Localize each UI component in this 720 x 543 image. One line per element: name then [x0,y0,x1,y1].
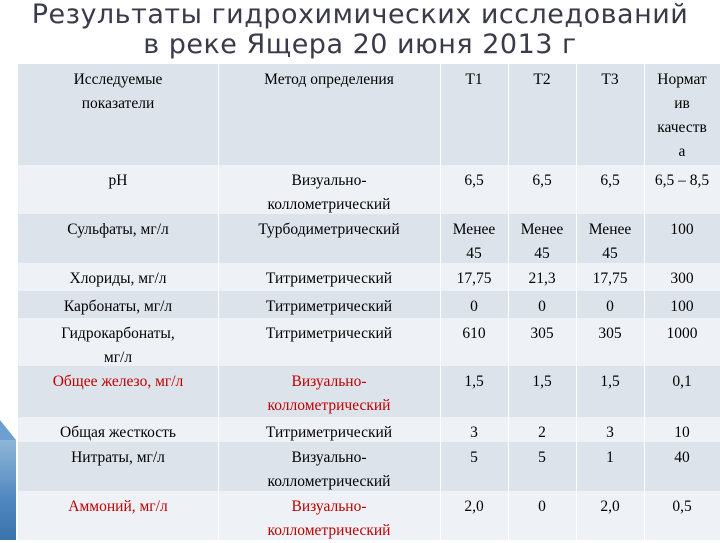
cell-text-param: Сульфаты, мг/л [67,221,169,238]
cell-norm [644,263,720,291]
cell-text-method: коллометрический [267,196,391,213]
cell-t1 [440,214,508,263]
cell-text-t1: 1,5 [464,373,484,390]
cell-text-t2: Менее [520,221,564,238]
cell-t2 [508,214,576,263]
cell-text-method: Визуально- [291,172,367,189]
header-cell-t3 [576,64,644,165]
cell-text-t2: 305 [530,325,554,342]
cell-text-method: Титриметрический [265,325,393,342]
header-text-t2: Т2 [533,71,551,88]
cell-method [218,442,440,491]
cell-text-norm: 0,1 [672,373,692,390]
table-row [18,491,720,540]
cell-text-t1: 3 [470,424,478,441]
cell-method [218,291,440,318]
cell-text-t1: 17,75 [456,270,492,287]
cell-text-t2: 5 [538,449,546,466]
cell-t3 [576,165,644,214]
cell-method [218,214,440,263]
cell-text-t1: 5 [470,449,478,466]
slide-title-line-2: в реке Ящера 20 июня 2013 г [143,29,577,60]
decorative-side-bar [0,440,16,540]
cell-text-param: Нитраты, мг/л [71,449,165,466]
cell-text-method: Визуально- [291,449,367,466]
table-row [18,417,720,442]
cell-text-param: pH [108,172,128,189]
cell-norm [644,491,720,540]
cell-t2 [508,318,576,366]
cell-text-norm: 100 [670,298,694,315]
cell-text-t1: 610 [462,325,486,342]
cell-text-param: Общая жесткость [60,424,176,441]
cell-t3 [576,291,644,318]
slide-title-line-1: Результаты гидрохимических исследований [31,0,689,30]
cell-t1 [440,417,508,442]
cell-text-t1: 0 [470,298,478,315]
cell-t3 [576,366,644,417]
column-divider [218,64,219,540]
cell-text-t3: 1,5 [600,373,620,390]
column-divider [440,64,441,540]
cell-t3 [576,491,644,540]
cell-text-method: коллометрический [267,397,391,414]
cell-text-method: коллометрический [267,522,391,539]
cell-norm [644,318,720,366]
cell-text-param: мг/л [103,349,133,366]
cell-norm [644,165,720,214]
cell-text-t2: 21,3 [528,270,556,287]
cell-t1 [440,442,508,491]
cell-t1 [440,165,508,214]
cell-method [218,491,440,540]
cell-text-t3: 45 [602,245,618,262]
column-divider [508,64,509,540]
cell-text-t2: 45 [534,245,550,262]
cell-param [18,491,218,540]
cell-text-method: Титриметрический [265,270,393,287]
cell-param [18,442,218,491]
cell-text-t1: 6,5 [464,172,484,189]
cell-param [18,165,218,214]
cell-text-norm: 10 [674,424,690,441]
cell-norm [644,366,720,417]
header-text-method: Метод определения [264,71,394,88]
table-row [18,366,720,417]
table-header-row [18,64,720,165]
header-text-t1: Т1 [465,71,483,88]
header-text-norm: а [678,143,686,160]
cell-t3 [576,214,644,263]
cell-text-norm: 6,5 – 8,5 [654,172,710,189]
cell-param [18,318,218,366]
cell-text-param: Общее железо, мг/л [52,373,184,390]
cell-text-method: Визуально- [291,373,367,390]
header-cell-norm [644,64,720,165]
cell-text-t2: 1,5 [532,373,552,390]
header-text-norm: ив [674,95,690,112]
header-cell-t1 [440,64,508,165]
cell-text-t3: Менее [588,221,632,238]
cell-text-t2: 2 [538,424,546,441]
table-row [18,291,720,318]
cell-text-t1: Менее [452,221,496,238]
cell-text-t3: 17,75 [592,270,628,287]
cell-param [18,366,218,417]
cell-text-norm: 100 [670,221,694,238]
cell-text-t2: 6,5 [532,172,552,189]
table-row [18,165,720,214]
cell-t1 [440,291,508,318]
cell-t2 [508,491,576,540]
cell-text-t3: 6,5 [600,172,620,189]
cell-param [18,263,218,291]
slide-title [0,0,720,66]
table-row [18,214,720,263]
cell-text-t1: 2,0 [464,498,484,515]
cell-param [18,214,218,263]
header-cell-t2 [508,64,576,165]
cell-text-method: Титриметрический [265,424,393,441]
cell-method [218,366,440,417]
header-text-norm: качеств [657,119,707,136]
header-cell-param [18,64,218,165]
cell-t3 [576,318,644,366]
cell-t2 [508,417,576,442]
cell-text-t2: 0 [538,298,546,315]
cell-method [218,263,440,291]
cell-norm [644,214,720,263]
cell-t2 [508,366,576,417]
cell-t2 [508,442,576,491]
cell-param [18,417,218,442]
cell-text-t2: 0 [538,498,546,515]
cell-t1 [440,263,508,291]
cell-t3 [576,417,644,442]
cell-norm [644,417,720,442]
column-divider [644,64,645,540]
cell-text-t3: 3 [606,424,614,441]
cell-text-t1: 45 [466,245,482,262]
results-table [18,64,720,540]
header-text-param: Исследуемые [73,71,163,88]
table-row [18,442,720,491]
cell-text-t3: 1 [606,449,614,466]
cell-norm [644,291,720,318]
cell-text-t3: 2,0 [600,498,620,515]
cell-text-param: Карбонаты, мг/л [63,298,173,315]
cell-t2 [508,165,576,214]
cell-method [218,165,440,214]
cell-t1 [440,318,508,366]
cell-text-norm: 300 [670,270,694,287]
cell-method [218,417,440,442]
table-row [18,318,720,366]
cell-text-method: Турбодиметрический [258,221,400,238]
cell-param [18,291,218,318]
cell-t3 [576,442,644,491]
cell-t2 [508,291,576,318]
cell-text-param: Гидрокарбонаты, [61,325,175,342]
cell-t3 [576,263,644,291]
cell-method [218,318,440,366]
header-text-norm: Нормат [657,71,707,88]
header-cell-method [218,64,440,165]
column-divider [576,64,577,540]
cell-text-method: Визуально- [291,498,367,515]
cell-text-norm: 40 [674,449,690,466]
cell-text-norm: 0,5 [672,498,692,515]
cell-norm [644,442,720,491]
header-text-t3: Т3 [601,71,619,88]
cell-t1 [440,366,508,417]
cell-text-param: Хлориды, мг/л [69,270,167,287]
cell-text-param: Аммоний, мг/л [68,498,168,515]
cell-t1 [440,491,508,540]
cell-text-t3: 305 [598,325,622,342]
cell-text-method: коллометрический [267,473,391,490]
cell-text-norm: 1000 [666,325,698,342]
header-text-param: показатели [81,95,155,112]
cell-text-method: Титриметрический [265,298,393,315]
cell-text-t3: 0 [606,298,614,315]
table-row [18,263,720,291]
cell-t2 [508,263,576,291]
